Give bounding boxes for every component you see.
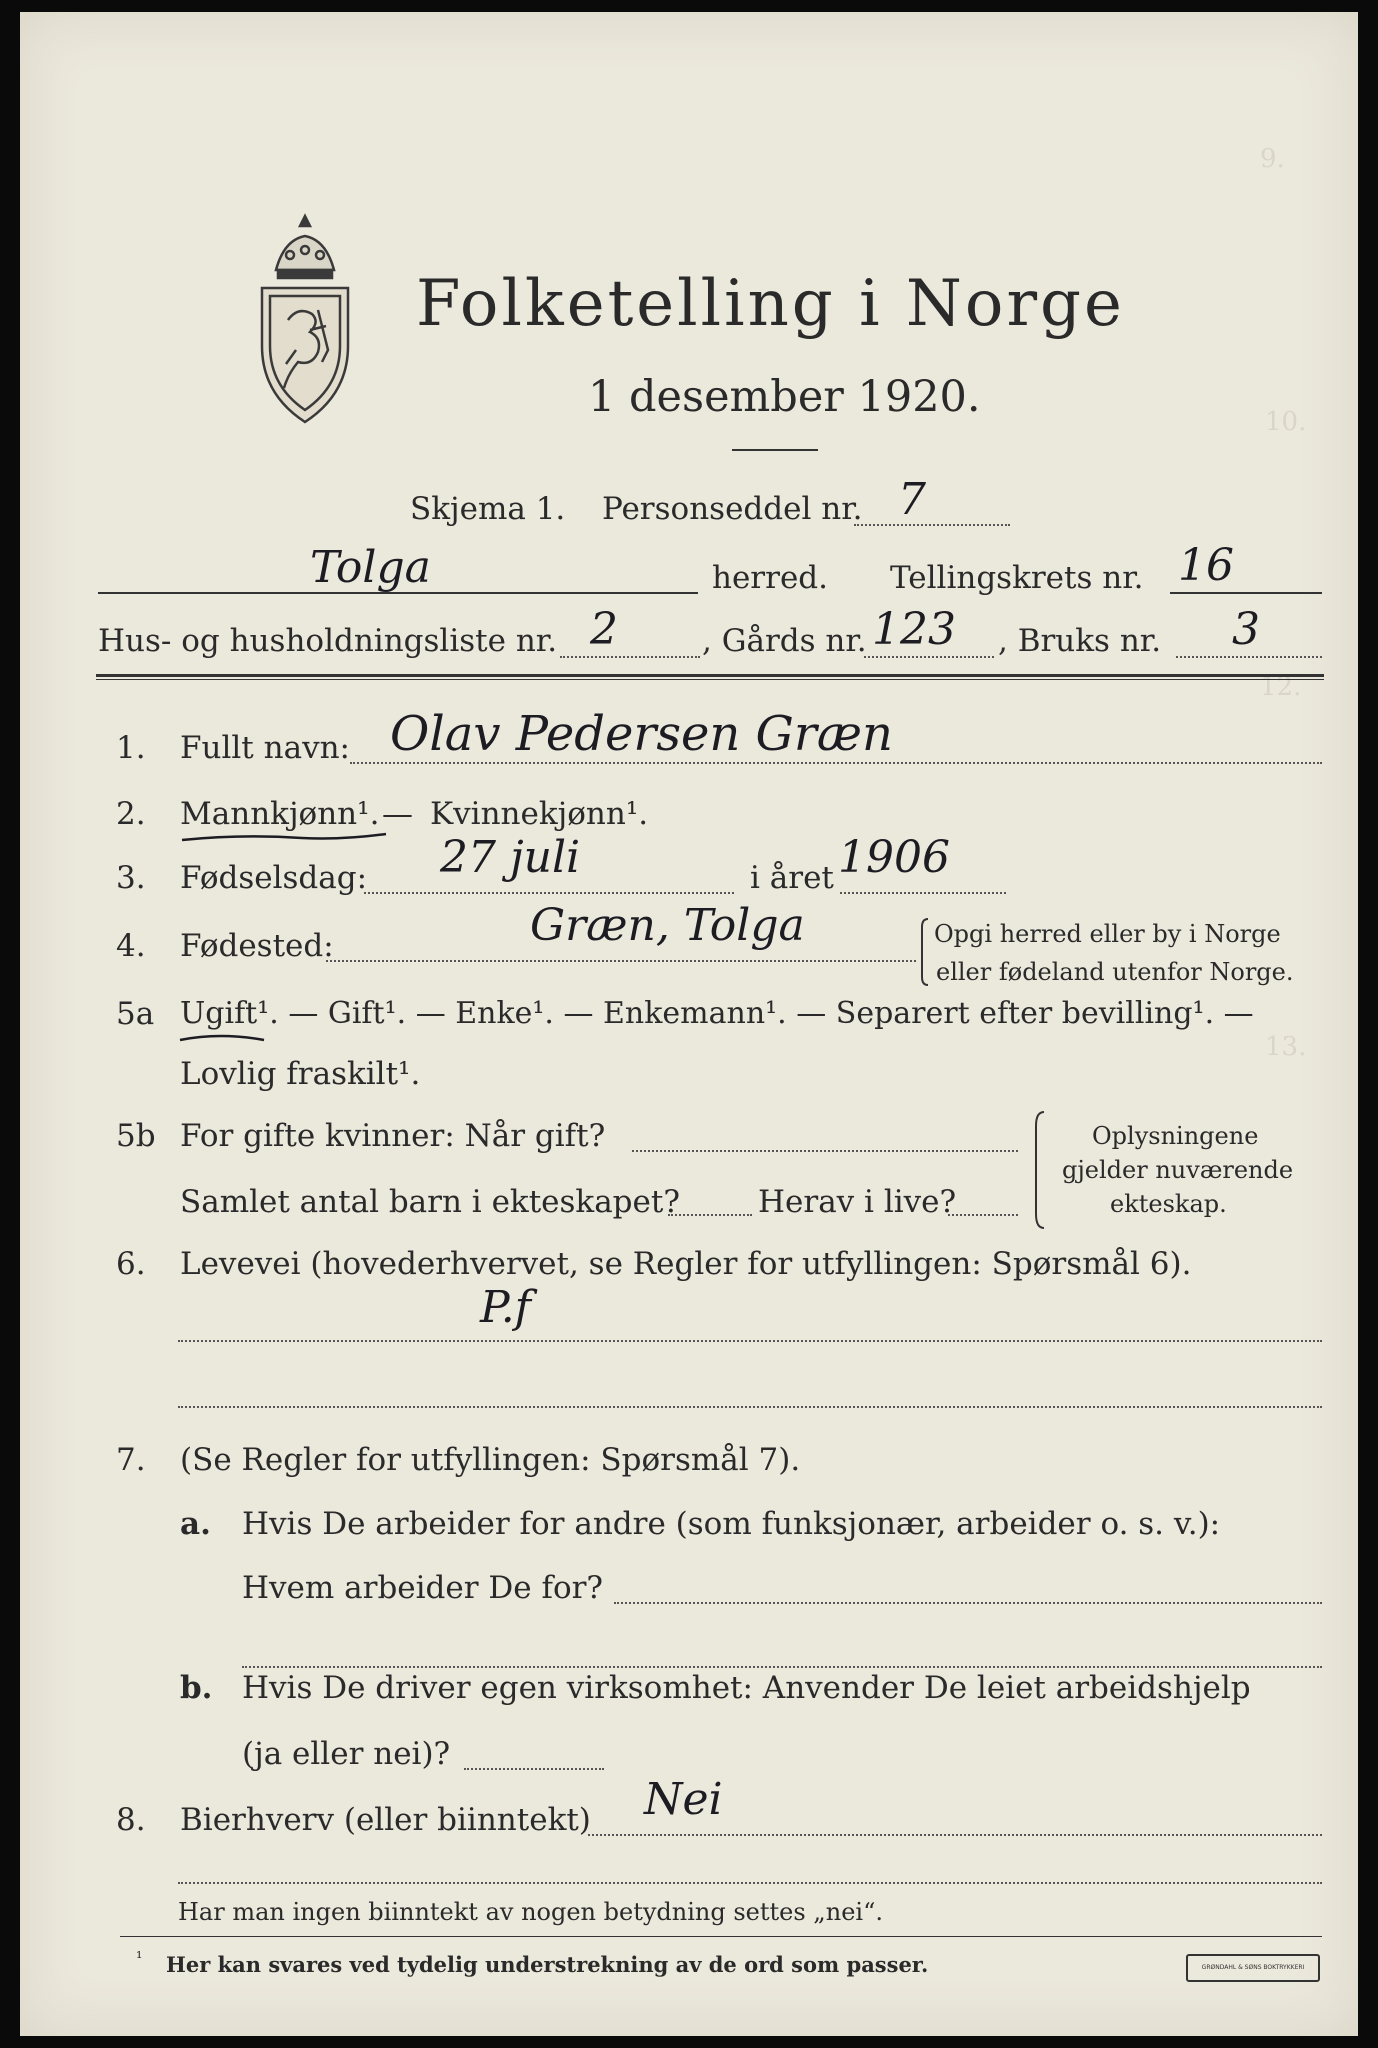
bottom-note: Har man ingen biinntekt av nogen betydning settes „nei“. <box>178 1898 883 1926</box>
herred-label: herred. <box>712 560 828 596</box>
footnote-rule <box>120 1936 1322 1937</box>
q7a-extra-line <box>242 1666 1322 1668</box>
title-divider <box>732 449 818 451</box>
q2-separator: — <box>382 796 413 832</box>
header-rule-2 <box>96 679 1324 680</box>
q5a-underline-mark <box>178 1034 268 1046</box>
q7-number: 7. <box>116 1442 146 1478</box>
q6-number: 6. <box>116 1246 146 1282</box>
q7b-line2-label: (ja eller nei)? <box>242 1736 451 1772</box>
q5b-children-label: Samlet antal barn i ekteskapet? <box>180 1184 680 1220</box>
bruks-line <box>1176 656 1322 658</box>
hus-line <box>560 656 700 658</box>
header-rule <box>96 674 1324 677</box>
q1-line <box>350 762 1322 764</box>
q2-female-option[interactable]: Kvinnekjønn¹. <box>430 796 649 832</box>
q4-note-line1: Opgi herred eller by i Norge <box>934 920 1281 948</box>
q5b-bracket <box>1032 1110 1048 1230</box>
q5b-note-line3: ekteskap. <box>1110 1190 1227 1218</box>
skjema-label: Skjema 1. <box>410 491 566 527</box>
personseddel-line <box>854 524 1010 526</box>
q5b-note-line2: gjelder nuværende <box>1062 1156 1294 1184</box>
hus-label: Hus- og husholdningsliste nr. <box>98 623 558 659</box>
q3-label: Fødselsdag: <box>180 860 368 896</box>
printer-stamp-text: GRØNDAHL & SØNS BOKTRYKKERI <box>1201 1964 1305 1971</box>
printer-stamp <box>1186 1954 1320 1982</box>
q6-line-2 <box>178 1406 1322 1408</box>
q4-line <box>326 960 916 962</box>
q5a-options-line2[interactable]: Lovlig fraskilt¹. <box>180 1056 421 1092</box>
gards-label: , Gårds nr. <box>702 623 867 659</box>
q4-number: 4. <box>116 928 146 964</box>
q8-number: 8. <box>116 1802 146 1838</box>
bruks-value[interactable]: 3 <box>1232 604 1260 655</box>
herred-value[interactable]: Tolga <box>310 542 431 593</box>
form-title: Folketelling i Norge <box>416 267 1125 341</box>
footnote-text: Her kan svares ved tydelig understrekning av de ord som passer. <box>166 1952 929 1977</box>
q6-value[interactable]: P.f <box>480 1282 531 1333</box>
q8-label: Bierhverv (eller biinntekt) <box>180 1802 591 1838</box>
q7a-line2-label: Hvem arbeider De for? <box>242 1570 604 1606</box>
q5a-options-line1[interactable]: Ugift¹. — Gift¹. — Enke¹. — Enkemann¹. — Separert efter bevilling¹. — <box>180 996 1254 1031</box>
q4-value[interactable]: Græn, Tolga <box>530 900 805 951</box>
q2-number: 2. <box>116 796 146 832</box>
q3-year-line <box>840 892 1006 894</box>
bruks-label: , Bruks nr. <box>998 623 1162 659</box>
personseddel-value[interactable]: 7 <box>898 474 926 525</box>
gards-line <box>864 656 994 658</box>
q3-year-value[interactable]: 1906 <box>838 832 950 883</box>
tellingskrets-value[interactable]: 16 <box>1178 540 1234 591</box>
q7a-employer-line <box>614 1602 1322 1604</box>
q7a-letter: a. <box>180 1506 211 1542</box>
q4-label: Fødested: <box>180 928 334 964</box>
q8-value[interactable]: Nei <box>644 1774 723 1825</box>
q1-label: Fullt navn: <box>180 730 350 766</box>
q3-line <box>364 892 734 894</box>
q7a-line1: Hvis De arbeider for andre (som funksjonær, arbeider o. s. v.): <box>242 1506 1221 1542</box>
q5b-number: 5b <box>116 1118 156 1154</box>
q2-underline-mark <box>180 832 390 844</box>
personseddel-label: Personseddel nr. <box>602 491 863 527</box>
q7b-letter: b. <box>180 1670 213 1706</box>
norwegian-coat-of-arms-icon <box>248 210 362 428</box>
q5b-alive-label: Herav i live? <box>758 1184 957 1220</box>
q1-number: 1. <box>116 730 146 766</box>
q3-value[interactable]: 27 juli <box>440 832 581 883</box>
q3-year-label: i året <box>750 860 834 896</box>
q1-value[interactable]: Olav Pedersen Græn <box>390 706 893 762</box>
q3-number: 3. <box>116 860 146 896</box>
census-date: 1 desember 1920. <box>588 372 981 422</box>
tellingskrets-label: Tellingskrets nr. <box>890 560 1144 596</box>
q4-note-line2: eller fødeland utenfor Norge. <box>936 958 1294 986</box>
census-form-page: 9. 10. 12. 13. Folketelling i Norge 1 desember 1920. Skjema 1. Personseddel nr. 7 Tolga herred. Tellingskrets nr. 16 Hus- og husholdningsliste nr. 2 , Gårds nr. 123 , Bruks nr. 3 1. Fullt navn: Olav Pedersen Græn 2. Mannkjønn¹. — Kvinnekjønn¹. 3. Fødselsdag: 27 juli i året 1906 4. Fødested: Græn, Tolga Opgi herred eller by i Norge eller fødeland utenfor Norge. 5a Ugift¹. — Gift¹. — Enke¹. — Enkemann¹. — Separert efter bevilling¹. — Lovlig fraskilt¹. 5b For gifte kvinner: Når gift? Samlet antal barn i ekteskapet? Herav i live? Oplysningene gjelder nuværende ekteskap. 6. Levevei (hovederhvervet, se Regler for utfyllingen: Spørsmål 6). P.f 7. (Se Regler for utfyllingen: Spørsmål 7). a. Hvis De arbeider for andre (som funksjonær, arbeider o. s. v.): Hvem arbeider De for? b. Hvis De driver egen virksomhet: Anvender De leiet arbeidshjelp (ja eller nei)? 8. Bierhverv (eller biinntekt) Nei Har man ingen biinntekt av nogen betydning settes „nei“. ¹ Her kan svares ved tydelig understrekning av de ord som passer. GRØNDAHL & SØNS BOKTRYKKERI <box>20 12 1358 2036</box>
q8-extra-line <box>178 1882 1322 1884</box>
tellingskrets-line <box>1170 592 1322 594</box>
q5a-number: 5a <box>116 996 155 1032</box>
q2-male-option[interactable]: Mannkjønn¹. <box>180 796 380 832</box>
hus-value[interactable]: 2 <box>590 604 618 655</box>
q5b-married-date-line <box>632 1150 1018 1152</box>
q6-label: Levevei (hovederhvervet, se Regler for utfyllingen: Spørsmål 6). <box>180 1246 1192 1282</box>
q5b-children-line <box>668 1214 752 1216</box>
q5b-note-line1: Oplysningene <box>1092 1122 1259 1150</box>
gards-value[interactable]: 123 <box>872 604 956 655</box>
q8-line <box>588 1834 1322 1836</box>
q7b-answer-line <box>464 1768 604 1770</box>
q4-bracket <box>918 917 930 987</box>
q7-label: (Se Regler for utfyllingen: Spørsmål 7). <box>180 1442 801 1478</box>
footnote-mark: ¹ <box>136 1948 143 1967</box>
q6-line-1 <box>178 1340 1322 1342</box>
q5b-alive-line <box>948 1214 1018 1216</box>
q7b-line1: Hvis De driver egen virksomhet: Anvender De leiet arbeidshjelp <box>242 1670 1251 1706</box>
q5b-married-date-label: For gifte kvinner: Når gift? <box>180 1118 606 1154</box>
